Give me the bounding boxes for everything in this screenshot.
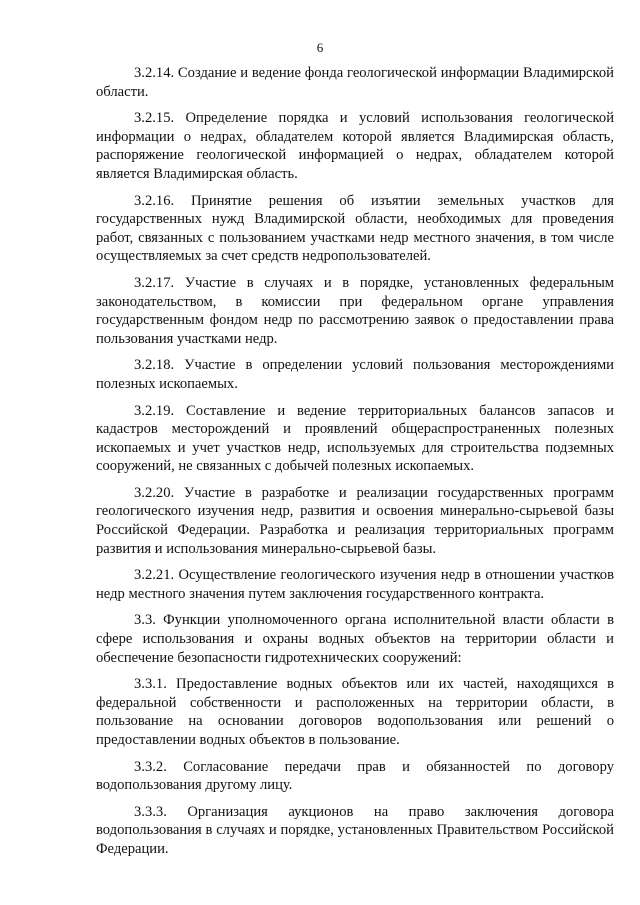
paragraph-3-2-18: 3.2.18. Участие в определении условий пользования месторождениями полезных ископаемых. [96,357,614,392]
paragraph-3-2-19: 3.2.19. Составление и ведение территориальных балансов запасов и кадастров месторождений и проявлений общераспространенных полезных ископаемых и учет участков недр, используемых для строительства подземных сооружений, не связанных с добычей полезных ископаемых. [96,402,614,475]
paragraph-3-2-20: 3.2.20. Участие в разработке и реализации государственных программ геологического изучения недр, развития и освоения минерально-сырьевой базы Российской Федерации. Разработка и реализация территориальных программ развития и использования минерально-сырьевой базы. [96,484,614,557]
document-body [96,64,614,867]
paragraph-3-2-15: 3.2.15. Определение порядка и условий использования геологической информации о недрах, обладателем которой является Владимирская область, распоряжение геологической информацией о недрах, обладателем которой является Владимирская область. [96,110,614,182]
paragraph-3-3-1: 3.3.1. Предоставление водных объектов или их частей, находящихся в федеральной собственности и расположенных на территории области, в пользование на основании договоров водопользования или решений о предоставлении водных объектов в пользование. [96,676,614,748]
paragraph-3-3-3: 3.3.3. Организация аукционов на право заключения договора водопользования в случаях и порядке, установленных Правительством Российской Федерации. [96,803,614,857]
paragraph-3-2-16: 3.2.16. Принятие решения об изъятии земельных участков для государственных нужд Владимирской области, необходимых для проведения работ, связанных с пользованием участками недр местного значения, в том числе осуществляемых за счет средств недропользователей. [96,192,614,265]
paragraph-3-2-17: 3.2.17. Участие в случаях и в порядке, установленных федеральным законодательством, в комиссии при федеральном органе управления государственным фондом недр по рассмотрению заявок о предоставлении права пользования участками недр. [96,274,614,347]
paragraph-3-3: 3.3. Функции уполномоченного органа исполнительной власти области в сфере использования и охраны водных объектов на территории области и обеспечение безопасности гидротехнических сооружений: [96,612,614,666]
paragraph-3-2-14: 3.2.14. Создание и ведение фонда геологической информации Владимирской области. [96,65,614,100]
paragraph-3-2-21: 3.2.21. Осуществление геологического изучения недр в отношении участков недр местного значения путем заключения государственного контракта. [96,567,614,602]
paragraph-3-3-2: 3.3.2. Согласование передачи прав и обязанностей по договору водопользования другому лицу. [96,758,614,794]
page-number: 6 [316,40,324,55]
